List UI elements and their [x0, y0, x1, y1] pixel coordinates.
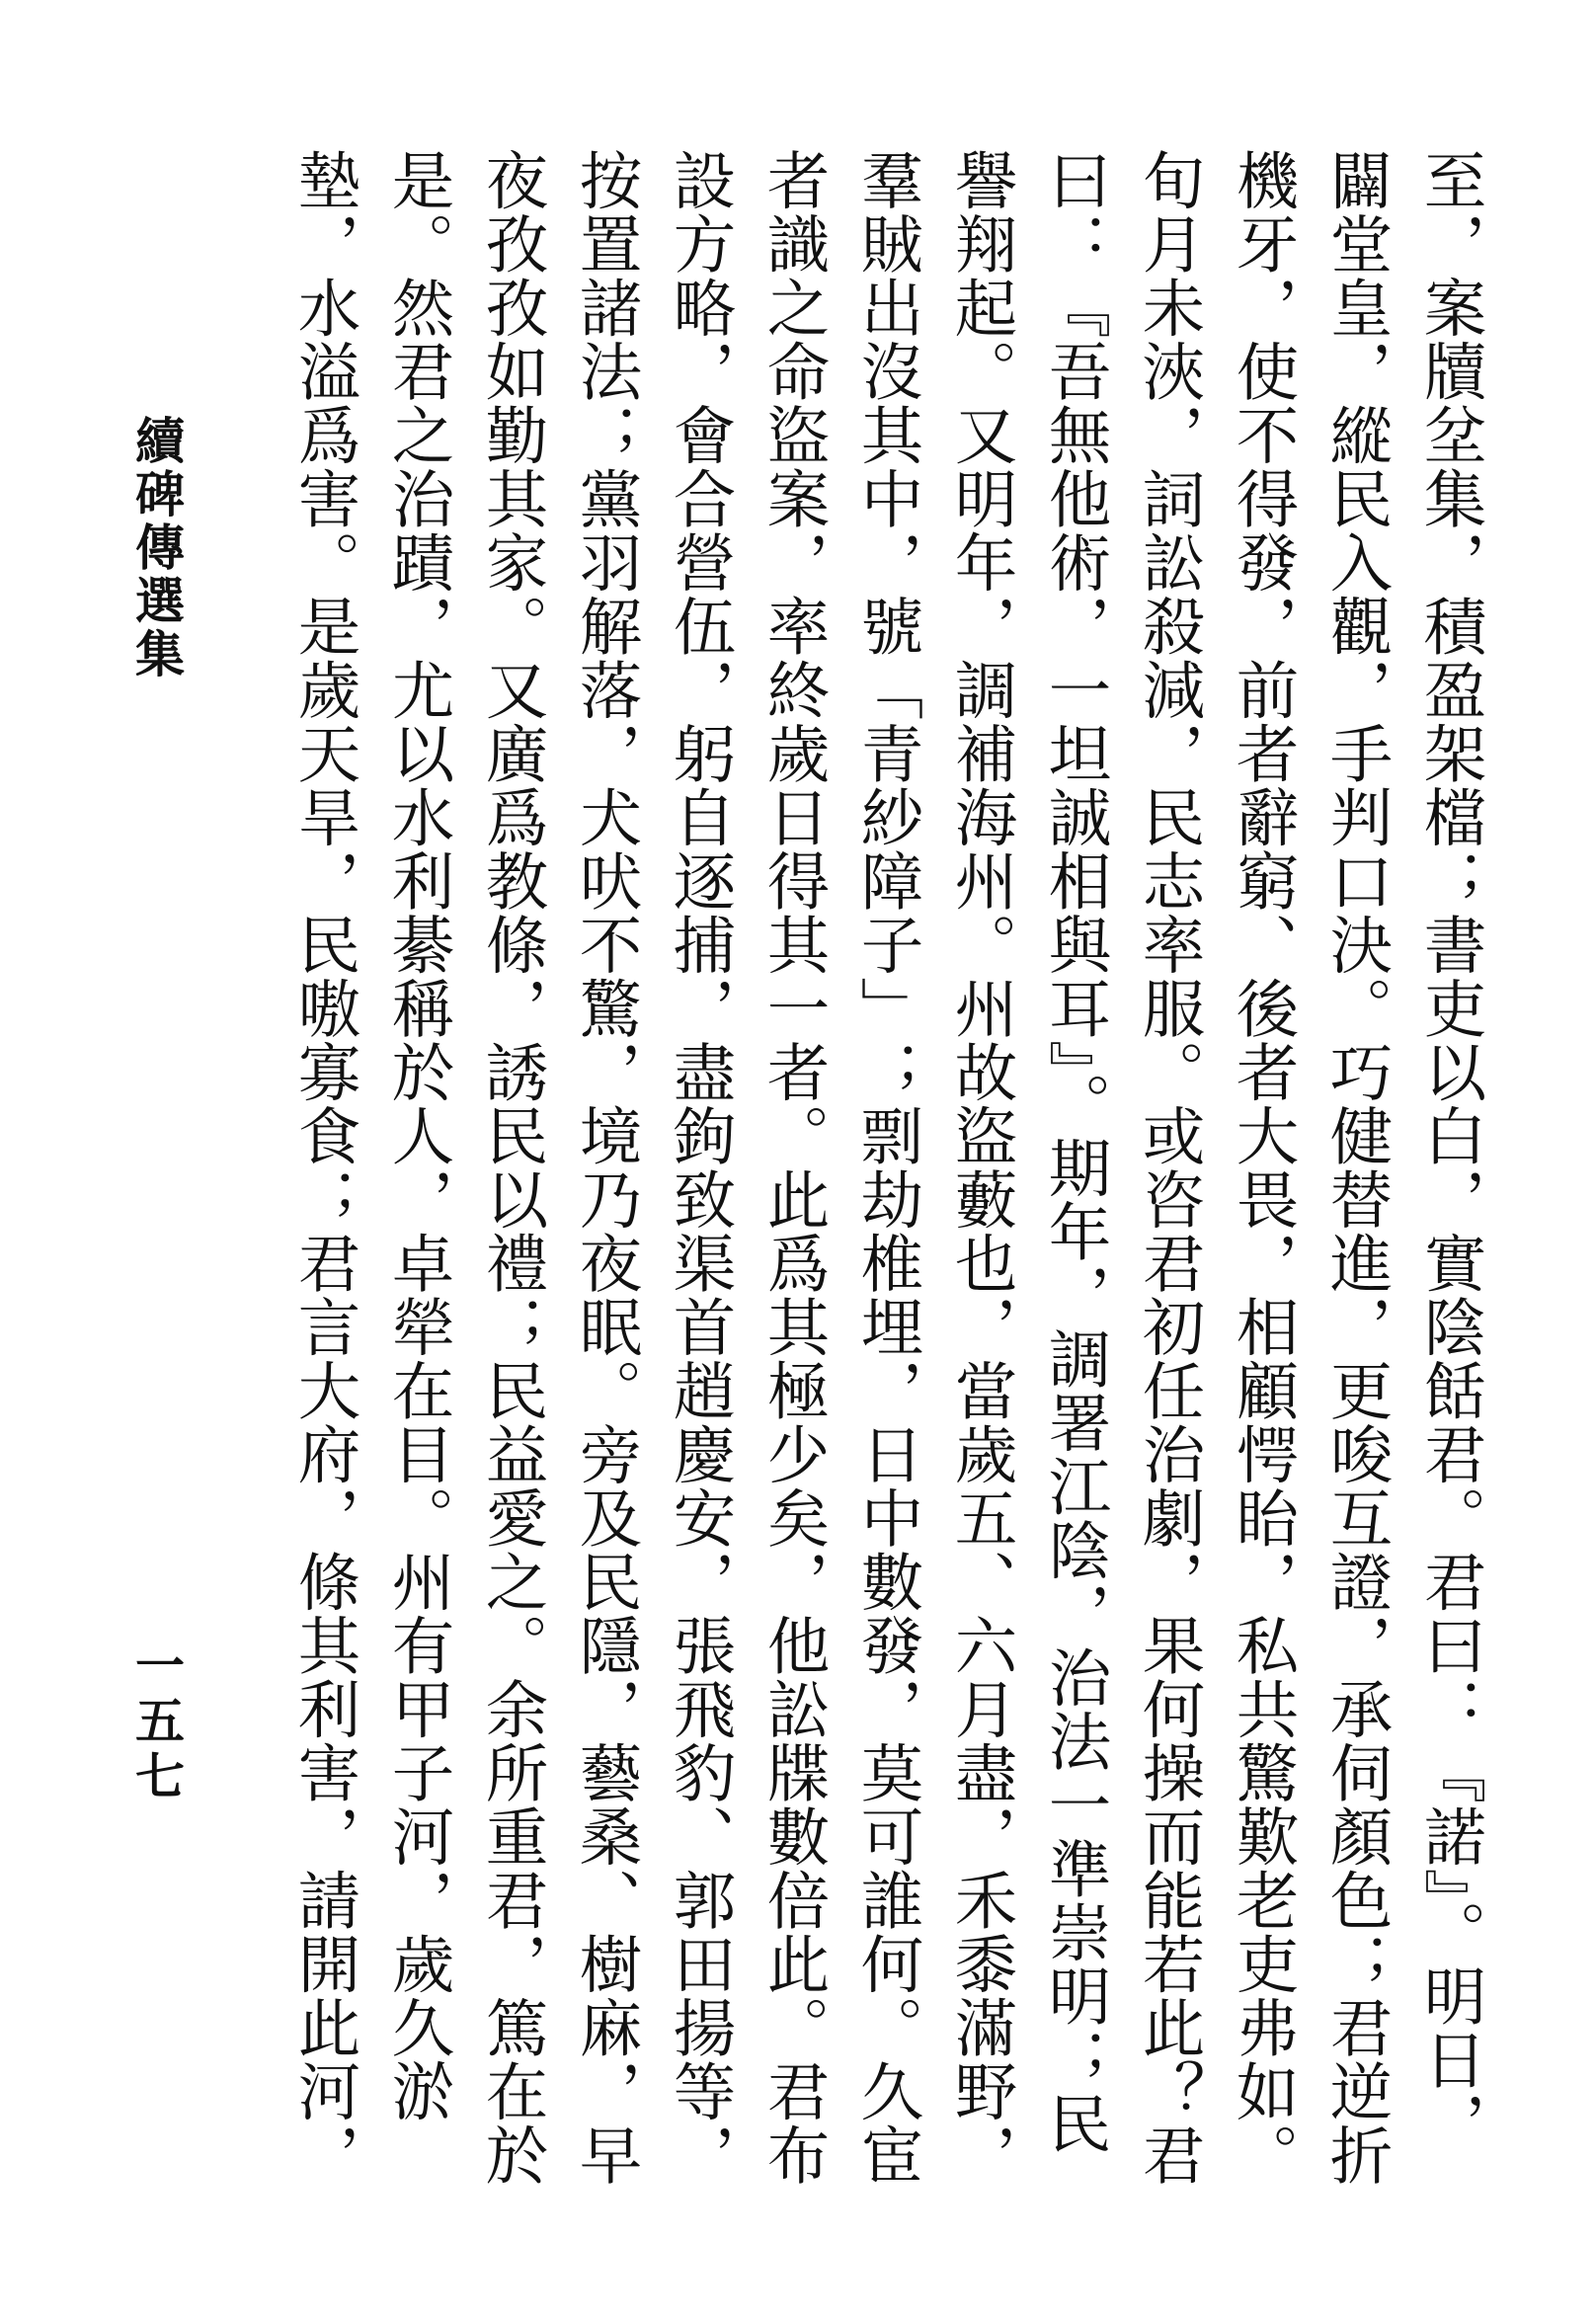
book-title: 續碑傳選集 — [127, 415, 185, 681]
page-number: 一五七 — [127, 1640, 185, 1805]
body-text — [273, 148, 1497, 2193]
paragraph-1: 至，案牘坌集，積盈架檔；書吏以白，實陰餂君。君曰：『諾』。明日，闢堂皇，縱民入觀，手判口決。巧健替進，更唆互證，承伺顏色；君逆折機牙，使不得發，前者辭窮、後者大畏，相顧愕眙，私共驚歎老吏弗如。旬月未浹，詞訟殺減，民志率服。或咨君初任治劇，果何操而能若此？君曰：『吾無他術，一坦誠相與耳』。期年，調署江陰，治法一準崇明；民譽翔起。又明年，調補海州。州故盜藪也，當歲五、六月盡，禾黍滿野，羣賊出沒其中，號「青紗障子」；剽劫椎埋，日中數發，莫可誰何。久宦者識之命盜案，率終歲日得其一者。此爲其極少矣，他訟牒數倍此。君布設方略，會合營伍，躬自逐捕，盡鉤致渠首趙慶安，張飛豹、郭田揚等，按置諸法；黨羽解落，犬吠不驚，境乃夜眠。旁及民隱，藝桑、樹麻，早夜孜孜如勤其家。又廣爲教條，誘民以禮；民益愛之。余所重君，篤在於是。然君之治蹟，尤以水利綦稱於人，卓犖在目。州有甲子河，歲久淤墊，水溢爲害。是歲天旱，民嗷寡食；君言大府，條其利害，請開此河， — [288, 148, 1487, 2187]
